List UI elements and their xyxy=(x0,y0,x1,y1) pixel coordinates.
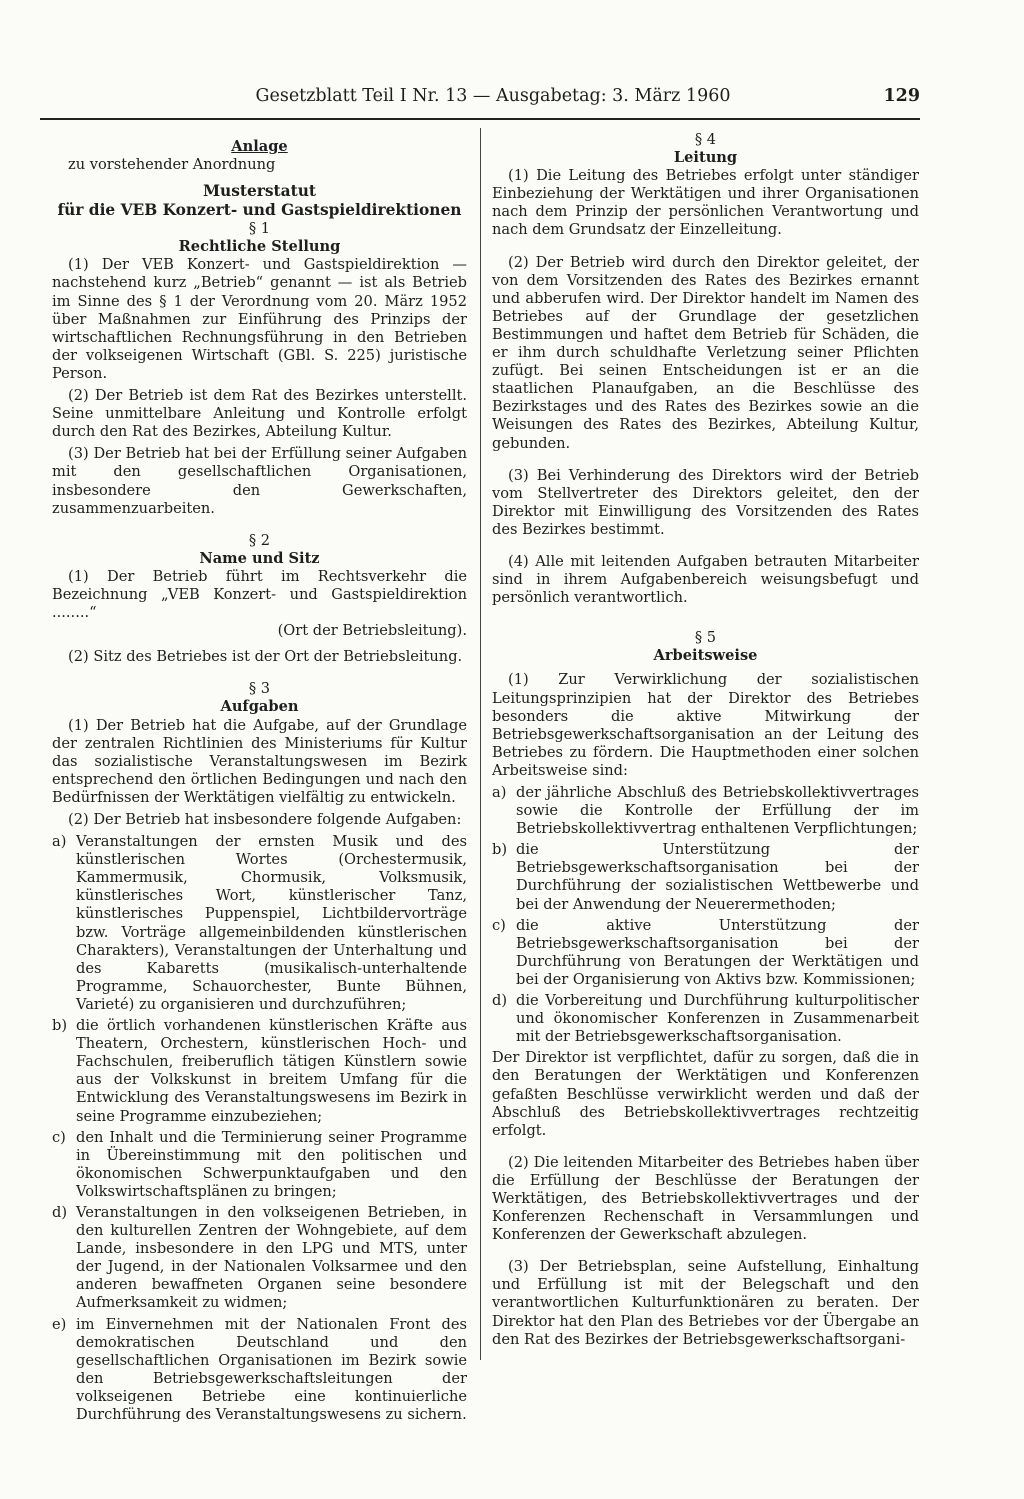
section-4-para-3: (3) Bei Verhinderung des Direktors wird der Betrieb vom Stellvertreter des Direktors geleitet, den der Direktor mit Einwilligung des Vorsitzenden des Rates des Bezirkes bestimmt. xyxy=(492,466,919,538)
right-column xyxy=(492,131,919,1353)
list-text: Veranstaltungen der ernsten Musik und des künstlerischen Wortes (Orchestermusik, Kammermusik, Chormusik, Volksmusik, künstlerisches Wort, künstlerischer Tanz, künstlerisches Puppenspiel, Lichtbildervorträge bzw. Vorträge allgemeinbildenden künstlerischen Charakters), Veranstaltungen der Unterhaltung und des Kabaretts (musikalisch-unterhaltende Programme, Schauorchester, Bunte Bühnen, Varieté) zu organisieren und durchzuführen; xyxy=(76,833,467,1013)
section-2-number: § 2 xyxy=(248,531,271,549)
list-text: im Einvernehmen mit der Nationalen Front des demokratischen Deutschland und den gesellschaftlichen Organisationen im Bezirk sowie den Betriebsgewerkschaftsleitungen der volkseigenen Betriebe eine kontinuierliche Durchführung des Veranstaltungswesens zu sichern. xyxy=(76,1315,467,1423)
section-1-number: § 1 xyxy=(248,220,271,238)
section-5-heading: Arbeitsweise xyxy=(653,647,758,665)
list-label: d) xyxy=(492,992,508,1010)
section-3-para-1: (1) Der Betrieb hat die Aufgabe, auf der Grundlage der zentralen Richtlinien des Ministeriums für Kultur das sozialistische Veranstaltungswesen im Bezirk entsprechend den örtlichen Bedingungen und nach den Bedürfnissen der Werktätigen vielfältig zu entwickeln. xyxy=(52,716,467,806)
list-item xyxy=(52,1017,467,1126)
list-item xyxy=(52,1129,467,1201)
statute-title: Musterstatut xyxy=(202,182,317,201)
list-text: Veranstaltungen in den volkseigenen Betrieben, in den kulturellen Zentren der Wohngebiete, auf dem Lande, insbesondere in den LPG und MTS, unter der Jugend, in der Nationalen Volksarmee und den anderen bewaffneten Organen seine besondere Aufmerksamkeit zu widmen; xyxy=(76,1203,467,1312)
section-1-para-1: (1) Der VEB Konzert- und Gastspieldirektion — nachstehend kurz „Betrieb“ genannt — ist als Betrieb im Sinne des § 1 der Verordnung vom 20. März 1952 über Maßnahmen zur Einführung des Prinzips der wirtschaftlichen Rechnungsführung in den Betrieben der volkseigenen Wirtschaft (GBl. S. 225) juristische Person. xyxy=(52,256,467,382)
list-label: d) xyxy=(52,1203,68,1221)
page-number: 129 xyxy=(883,86,920,106)
list-label: e) xyxy=(52,1315,67,1333)
list-item xyxy=(52,1316,467,1425)
list-text: den Inhalt und die Terminierung seiner Programme in Übereinstimmung mit den politischen und ökonomischen Schwerpunktaufgaben und den Volkswirtschaftsplänen zu bringen; xyxy=(76,1128,467,1200)
list-item xyxy=(492,992,919,1046)
list-label: a) xyxy=(492,784,507,801)
section-5-para-1: (1) Zur Verwirklichung der sozialistischen Leitungsprinzipien hat der Direktor des Betriebes besonders die aktive Mitwirkung der Betriebsgewerkschaftsorganisation an der Leitung des Betriebes zu fördern. Die Hauptmethoden einer solchen Arbeitsweise sind: xyxy=(492,671,919,779)
list-text: die aktive Unterstützung der Betriebsgewerkschaftsorganisation bei der Durchführung von Beratungen der Werktätigen und bei der Organisierung von Aktivs bzw. Kommissionen; xyxy=(516,916,919,988)
list-text: der jährliche Abschluß des Betriebskollektivvertrages sowie die Kontrolle der Erfüllung der im Betriebskollektivvertrag enthaltenen Verpflichtungen; xyxy=(516,784,919,838)
section-1-para-3: (3) Der Betrieb hat bei der Erfüllung seiner Aufgaben mit den gesellschaftlichen Organisationen, insbesondere den Gewerkschaften, zusammenzuarbeiten. xyxy=(52,445,467,517)
section-4-para-2: (2) Der Betrieb wird durch den Direktor geleitet, der von dem Vorsitzenden des Rates des Bezirkes ernannt und abberufen wird. Der Direktor handelt im Namen des Betriebes auf der Grundlage der gesetzlichen Bestimmungen und haftet dem Betrieb für Schäden, die er ihm durch schuldhafte Verletzung seiner Pflichten zufügt. Bei seinen Entscheidungen ist er an die staatlichen Planaufgaben, an die Beschlüsse des Bezirkstages und des Rates des Bezirkes sowie an die Weisungen des Rates des Bezirkes, Abteilung Kultur, gebunden. xyxy=(492,253,919,452)
statute-subtitle: für die VEB Konzert- und Gastspieldirektionen xyxy=(57,201,462,220)
section-5-para-2: (2) Die leitenden Mitarbeiter des Betriebes haben über die Erfüllung der Beschlüsse der Beratungen der Werktätigen, des Betriebskollektivvertrages und der Konferenzen Rechenschaft in Versammlungen und Konferenzen der Gewerkschaft abzulegen. xyxy=(492,1153,919,1244)
section-3-number: § 3 xyxy=(248,680,271,698)
section-3-para-2: (2) Der Betrieb hat insbesondere folgende Aufgaben: xyxy=(68,811,462,828)
page-header xyxy=(40,86,924,116)
list-item xyxy=(52,1204,467,1313)
list-label: b) xyxy=(492,841,508,859)
section-1-heading: Rechtliche Stellung xyxy=(178,238,341,256)
annex-heading: Anlage xyxy=(231,138,288,155)
annex-subtitle: zu vorstehender Anordnung xyxy=(68,156,276,174)
list-item xyxy=(492,841,919,913)
section-2-heading: Name und Sitz xyxy=(199,549,320,567)
list-item xyxy=(52,833,467,1014)
section-2-para-2: (2) Sitz des Betriebes ist der Ort der Betriebsleitung. xyxy=(68,648,463,666)
section-4-para-4: (4) Alle mit leitenden Aufgaben betrauten Mitarbeiter sind in ihrem Aufgabenbereich weisungsbefugt und persönlich verantwortlich. xyxy=(492,552,919,607)
header-rule xyxy=(40,118,920,120)
list-text: die örtlich vorhandenen künstlerischen Kräfte aus Theatern, Orchestern, künstlerischen Hoch- und Fachschulen, freiberuflich tätigen Künstlern sowie aus der Volkskunst in breitem Umfang für die Entwicklung des Veranstaltungswesens im Bezirk in seine Programme einzubeziehen; xyxy=(76,1017,467,1125)
section-4-number: § 4 xyxy=(694,131,717,148)
list-label: c) xyxy=(492,916,506,934)
section-4-para-1: (1) Die Leitung des Betriebes erfolgt unter ständiger Einbeziehung der Werktätigen und ihrer Organisationen nach dem Prinzip der persönlichen Verantwortung und nach dem Grundsatz der Einzelleitung. xyxy=(492,167,919,239)
list-item xyxy=(492,784,919,838)
section-4-heading: Leitung xyxy=(673,149,738,167)
section-1-para-2: (2) Der Betrieb ist dem Rat des Bezirkes unterstellt. Seine unmittelbare Anleitung und Kontrolle erfolgt durch den Rat des Bezirkes, Abteilung Kultur. xyxy=(52,387,467,441)
column-divider xyxy=(480,128,481,1360)
section-5-number: § 5 xyxy=(694,629,717,647)
list-text: die Unterstützung der Betriebsgewerkschaftsorganisation bei der Durchführung der sozialistischen Wettbewerbe und bei der Anwendung der Neuerermethoden; xyxy=(516,841,919,913)
section-2-note: (Ort der Betriebsleitung). xyxy=(277,622,467,640)
list-label: c) xyxy=(52,1128,66,1146)
section-3-heading: Aufgaben xyxy=(220,698,299,716)
section-5-para-3: (3) Der Betriebsplan, seine Aufstellung, Einhaltung und Erfüllung ist mit der Belegschaft und den verantwortlichen Kulturfunktionären zu beraten. Der Direktor hat den Plan des Betriebes vor der Übergabe an den Rat des Bezirkes der Betriebsgewerkschaftsorgani- xyxy=(492,1258,919,1348)
list-label: a) xyxy=(52,833,67,851)
list-text: die Vorbereitung und Durchführung kulturpolitischer und ökonomischer Konferenzen in Zusammenarbeit mit der Betriebsgewerkschaftsorganisation. xyxy=(516,992,919,1046)
section-2-para-1: (1) Der Betrieb führt im Rechtsverkehr die Bezeichnung „VEB Konzert- und Gastspieldirektion ........“ xyxy=(52,567,467,622)
header-title: Gesetzblatt Teil I Nr. 13 — Ausgabetag: 3. März 1960 xyxy=(255,86,731,106)
list-item xyxy=(492,917,919,989)
left-column xyxy=(52,136,467,1427)
section-5-after-list: Der Direktor ist verpflichtet, dafür zu sorgen, daß die in den Beratungen der Werktätigen und Konferenzen gefaßten Beschlüsse verwirklicht werden und daß der Abschluß des Betriebskollektivvertrages rechtzeitig erfolgt. xyxy=(492,1049,919,1139)
list-label: b) xyxy=(52,1017,68,1035)
